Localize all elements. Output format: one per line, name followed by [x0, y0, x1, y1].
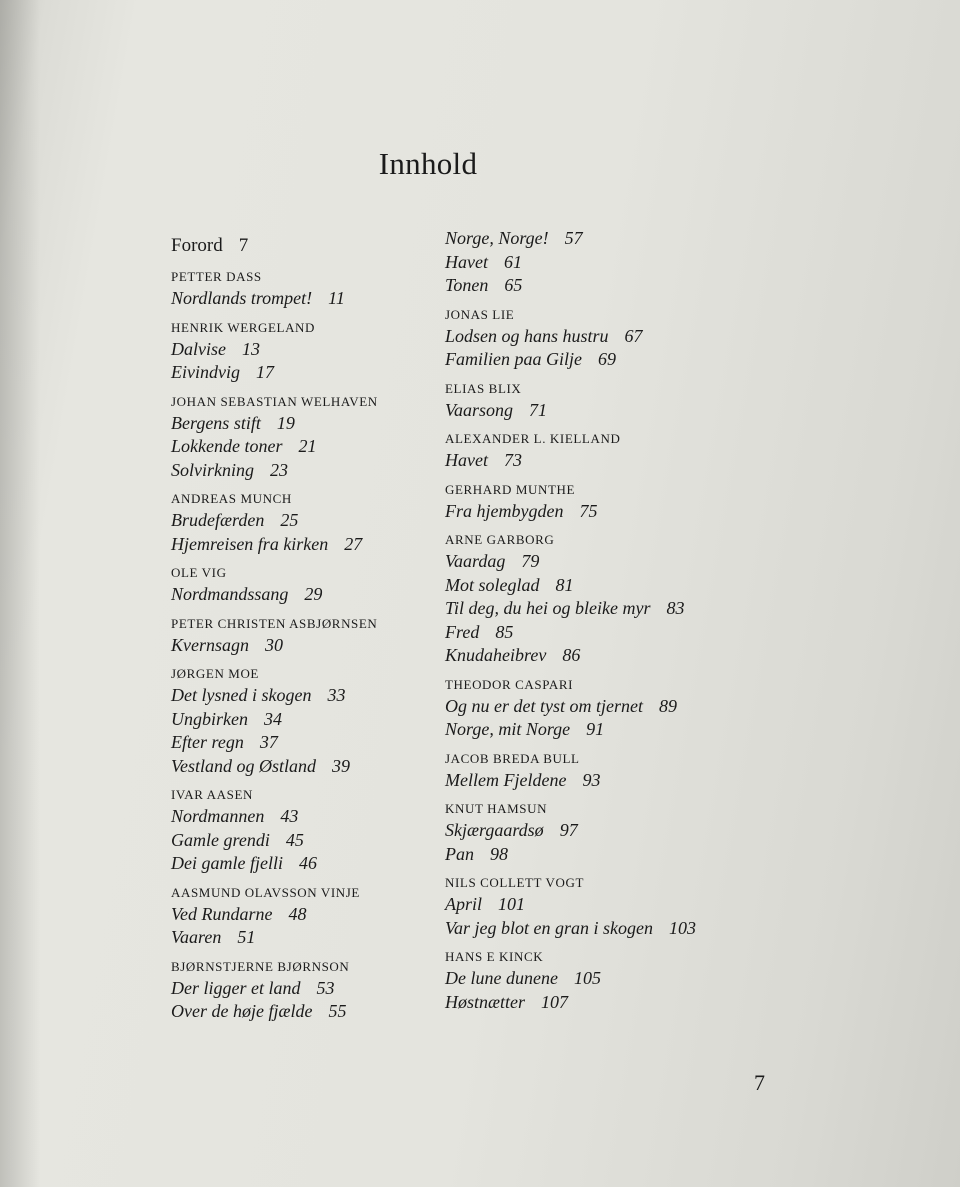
poem-page-number: 29 [304, 584, 323, 604]
author-section [171, 787, 378, 876]
poem-page-number: 55 [328, 1001, 347, 1021]
foreword-page: 7 [238, 235, 249, 256]
toc-entry [445, 695, 696, 719]
author-section [445, 381, 696, 423]
poem-page-number: 33 [327, 685, 346, 705]
poem-page-number: 85 [495, 621, 514, 642]
poem-title: Hjemreisen fra kirken [171, 533, 329, 554]
author-name: ARNE GARBORG [445, 532, 555, 547]
toc-entry [445, 819, 696, 843]
toc-entry [171, 1000, 378, 1024]
poem-title: Vestland og Østland [171, 755, 317, 776]
author-name: OLE VIG [171, 565, 227, 580]
author-name: JOHAN SEBASTIAN WELHAVEN [171, 393, 378, 409]
poem-title: Brudefærden [171, 510, 265, 530]
toc-entry [445, 718, 696, 742]
poem-page-number: 105 [573, 968, 601, 988]
toc-entry [445, 769, 696, 793]
author-name: ANDREAS MUNCH [171, 491, 292, 506]
toc-right-column [445, 227, 696, 1014]
poem-title: Lokkende toner [171, 436, 283, 456]
poem-title: Vaardag [445, 551, 506, 571]
poem-page-number: 11 [328, 288, 345, 308]
author-section [171, 959, 378, 1024]
poem-page-number: 34 [263, 708, 282, 729]
toc-entry [171, 634, 378, 658]
poem-page-number: 45 [285, 829, 304, 850]
poem-title: Ved Rundarne [171, 903, 273, 924]
toc-entry [171, 829, 378, 853]
author-section [171, 885, 378, 950]
poem-title: Skjærgaardsø [445, 820, 544, 840]
poem-title: Fra hjembygden [445, 500, 564, 521]
author-section [171, 616, 378, 658]
toc-entry [171, 708, 378, 732]
author-name: ALEXANDER L. KIELLAND [445, 431, 621, 446]
poem-title: Eivindvig [171, 362, 240, 382]
poem-page-number: 19 [276, 412, 295, 433]
author-section [445, 875, 696, 940]
author-name: JØRGEN MOE [171, 666, 259, 681]
author-section [171, 269, 378, 311]
author-section [171, 394, 378, 483]
toc-entry [445, 348, 696, 372]
poem-page-number: 57 [564, 228, 583, 248]
toc-entry [445, 399, 696, 423]
poem-title: Nordmannen [171, 806, 265, 826]
left-sections [171, 269, 378, 1024]
poem-page-number: 30 [265, 634, 283, 655]
toc-entry [445, 251, 696, 275]
author-section [445, 751, 696, 793]
poem-page-number: 89 [658, 695, 677, 716]
toc-entry [171, 583, 378, 607]
poem-page-number: 81 [555, 574, 574, 595]
author-section [171, 666, 378, 778]
author-name: THEODOR CASPARI [445, 676, 574, 692]
poem-page-number: 25 [280, 510, 299, 530]
author-name: HENRIK WERGELAND [171, 319, 316, 335]
poem-page-number: 48 [288, 903, 307, 924]
foreword-label: Forord [171, 235, 223, 256]
author-section [445, 482, 696, 524]
toc-entry [445, 574, 696, 598]
poem-title: Til deg, du hei og bleike myr [445, 598, 651, 618]
toc-entry [171, 977, 378, 1001]
poem-page-number: 27 [344, 533, 363, 554]
toc-entry [445, 991, 696, 1015]
toc-left-column [171, 232, 378, 1024]
author-name: BJØRNSTJERNE BJØRNSON [171, 958, 350, 974]
toc-entry [171, 435, 378, 459]
toc-entry [445, 227, 696, 251]
poem-page-number: 73 [503, 450, 522, 470]
toc-entry [171, 509, 378, 533]
poem-title: De lune dunene [445, 968, 558, 988]
author-name: ELIAS BLIX [445, 380, 522, 396]
poem-title: Det lysned i skogen [171, 685, 312, 705]
poem-page-number: 98 [490, 843, 508, 864]
poem-page-number: 21 [298, 436, 317, 456]
poem-page-number: 97 [559, 820, 578, 840]
poem-title: Mot soleglad [445, 574, 540, 595]
foreword-entry [171, 232, 378, 260]
toc-entry [445, 550, 696, 574]
poem-page-number: 65 [504, 275, 523, 295]
poem-page-number: 61 [503, 251, 522, 272]
toc-entry [171, 903, 378, 927]
author-name: IVAR AASEN [171, 787, 253, 802]
author-name: PETER CHRISTEN ASBJØRNSEN [171, 615, 378, 631]
poem-title: Der ligger et land [171, 977, 301, 998]
poem-page-number: 69 [597, 349, 616, 369]
poem-page-number: 75 [579, 500, 598, 521]
poem-page-number: 83 [666, 598, 685, 618]
poem-page-number: 103 [668, 917, 696, 938]
poem-page-number: 79 [521, 551, 540, 571]
right-sections [445, 227, 696, 1014]
toc-entry [445, 597, 696, 621]
poem-title: Pan [445, 843, 474, 864]
poem-page-number: 51 [237, 927, 256, 947]
poem-title: Bergens stift [171, 412, 261, 433]
poem-title: Var jeg blot en gran i skogen [445, 917, 653, 938]
poem-title: Havet [445, 251, 488, 272]
toc-entry [171, 533, 378, 557]
poem-title: Familien paa Gilje [445, 349, 582, 369]
poem-title: Dalvise [171, 338, 226, 359]
poem-title: Norge, Norge! [445, 228, 549, 248]
poem-page-number: 13 [241, 338, 260, 359]
author-section [445, 677, 696, 742]
poem-title: Solvirkning [171, 459, 254, 480]
toc-entry [171, 338, 378, 362]
poem-page-number: 39 [332, 755, 351, 776]
poem-title: Gamle grendi [171, 829, 270, 850]
poem-page-number: 107 [541, 991, 569, 1012]
poem-title: Norge, mit Norge [445, 719, 571, 739]
author-section [445, 801, 696, 866]
toc-entry [171, 805, 378, 829]
poem-page-number: 23 [270, 459, 288, 480]
page-title: Innhold [378, 146, 478, 181]
toc-entry [445, 449, 696, 473]
poem-title: Lodsen og hans hustru [445, 325, 609, 346]
author-name: PETTER DASS [171, 269, 262, 284]
poem-page-number: 101 [498, 894, 526, 914]
poem-title: Efter regn [171, 732, 244, 752]
toc-entry [171, 287, 378, 311]
author-section [171, 491, 378, 556]
poem-title: Dei gamle fjelli [171, 853, 283, 873]
poem-title: Vaaren [171, 927, 222, 947]
poem-page-number: 71 [529, 399, 548, 420]
poem-title: Knudaheibrev [445, 645, 547, 665]
author-name: HANS E KINCK [445, 949, 544, 964]
poem-title: Ungbirken [171, 708, 248, 729]
toc-entry [171, 684, 378, 708]
poem-title: Havet [445, 450, 488, 470]
toc-entry [445, 644, 696, 668]
author-section [445, 532, 696, 668]
author-section [445, 227, 696, 298]
toc-entry [445, 843, 696, 867]
toc-entry [445, 967, 696, 991]
poem-title: Fred [445, 621, 480, 642]
author-name: AASMUND OLAVSSON VINJE [171, 884, 360, 900]
toc-entry [171, 926, 378, 950]
poem-page-number: 91 [586, 719, 605, 739]
toc-entry [445, 893, 696, 917]
poem-page-number: 17 [255, 362, 274, 382]
poem-page-number: 86 [562, 645, 581, 665]
toc-entry [445, 917, 696, 941]
author-name: KNUT HAMSUN [445, 801, 548, 816]
author-name: GERHARD MUNTHE [445, 481, 576, 497]
toc-entry [171, 361, 378, 385]
toc-entry [445, 500, 696, 524]
poem-title: Og nu er det tyst om tjernet [445, 695, 643, 716]
toc-entry [445, 274, 696, 298]
poem-title: Kvernsagn [171, 634, 249, 655]
poem-page-number: 67 [624, 325, 643, 346]
toc-entry [171, 459, 378, 483]
toc-entry [171, 731, 378, 755]
author-name: NILS COLLETT VOGT [445, 875, 584, 890]
poem-page-number: 46 [298, 853, 317, 873]
toc-entry [445, 325, 696, 349]
author-section [445, 307, 696, 372]
toc-entry [445, 621, 696, 645]
poem-page-number: 37 [259, 732, 278, 752]
page-number: 7 [754, 1070, 765, 1095]
author-section [445, 949, 696, 1014]
poem-title: Nordlands trompet! [171, 288, 313, 308]
toc-entry [171, 412, 378, 436]
toc-entry [171, 852, 378, 876]
poem-title: April [445, 894, 483, 914]
poem-page-number: 53 [316, 977, 335, 998]
poem-title: Nordmandssang [171, 584, 289, 604]
poem-title: Mellem Fjeldene [445, 769, 567, 790]
poem-page-number: 43 [280, 806, 299, 826]
author-name: JACOB BREDA BULL [445, 750, 580, 766]
toc-entry [171, 755, 378, 779]
poem-title: Tonen [445, 275, 489, 295]
poem-page-number: 93 [582, 769, 601, 790]
author-name: JONAS LIE [445, 306, 515, 322]
poem-title: Vaarsong [445, 399, 514, 420]
author-section [171, 565, 378, 607]
poem-title: Høstnætter [445, 991, 526, 1012]
author-section [445, 431, 696, 473]
poem-title: Over de høje fjælde [171, 1001, 313, 1021]
author-section [171, 320, 378, 385]
